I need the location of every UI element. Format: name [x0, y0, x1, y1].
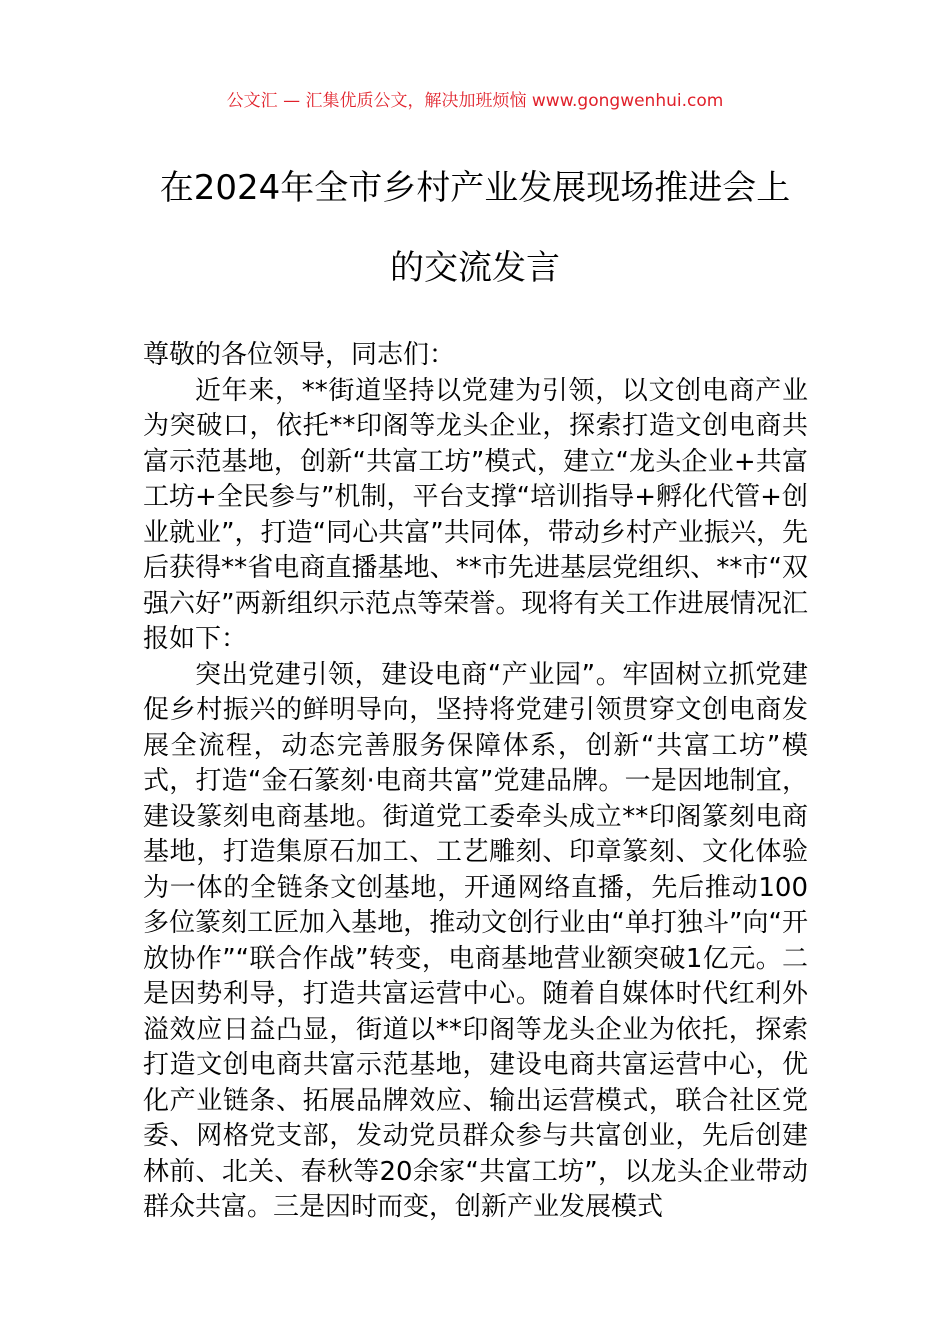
- title-line-2: 的交流发言: [390, 248, 560, 288]
- title-line-1: 在2024年全市乡村产业发展现场推进会上: [159, 168, 791, 208]
- watermark-banner: 公文汇 — 汇集优质公文，解决加班烦恼 www.gongwenhui.com: [226, 91, 724, 111]
- paragraph-intro: 近年来，**街道坚持以党建为引领，以文创电商产业为突破口，依托**印阁等龙头企业，探索打造文创电商共富示范基地，创新“共富工坊”模式，建立“龙头企业+共富工坊+全民参与”机制，平台支撑“培训指导+孵化代管+创业就业”，打造“同心共富”共同体，带动乡村产业振兴，先后获得**省电商直播基地、**市先进基层党组织、**市“双强六好”两新组织示范点等荣誉。现将有关工作进展情况汇报如下：: [143, 375, 808, 654]
- paragraph-party-building: 突出党建引领，建设电商“产业园”。牢固树立抓党建促乡村振兴的鲜明导向，坚持将党建引领贯穿文创电商发展全流程，动态完善服务保障体系，创新“共富工坊”模式，打造“金石篆刻·电商共富”党建品牌。一是因地制宜，建设篆刻电商基地。街道党工委牵头成立**印阁篆刻电商基地，打造集原石加工、工艺雕刻、印章篆刻、文化体验为一体的全链条文创基地，开通网络直播，先后推动100多位篆刻工匠加入基地，推动文创行业由“单打独斗”向“开放协作”“联合作战”转变，电商基地营业额突破1亿元。二是因势利导，打造共富运营中心。随着自媒体时代红利外溢效应日益凸显，街道以**印阁等龙头企业为依托，探索打造文创电商共富示范基地，建设电商共富运营中心，优化产业链条、拓展品牌效应、输出运营模式，联合社区党委、网格党支部，发动党员群众参与共富创业，先后创建林前、北关、春秋等20余家“共富工坊”，以龙头企业带动群众共富。三是因时而变，创新产业发展模式: [143, 659, 808, 1222]
- document-body: [143, 338, 808, 1226]
- document-title: [100, 148, 850, 308]
- salutation: 尊敬的各位领导，同志们：: [143, 340, 456, 370]
